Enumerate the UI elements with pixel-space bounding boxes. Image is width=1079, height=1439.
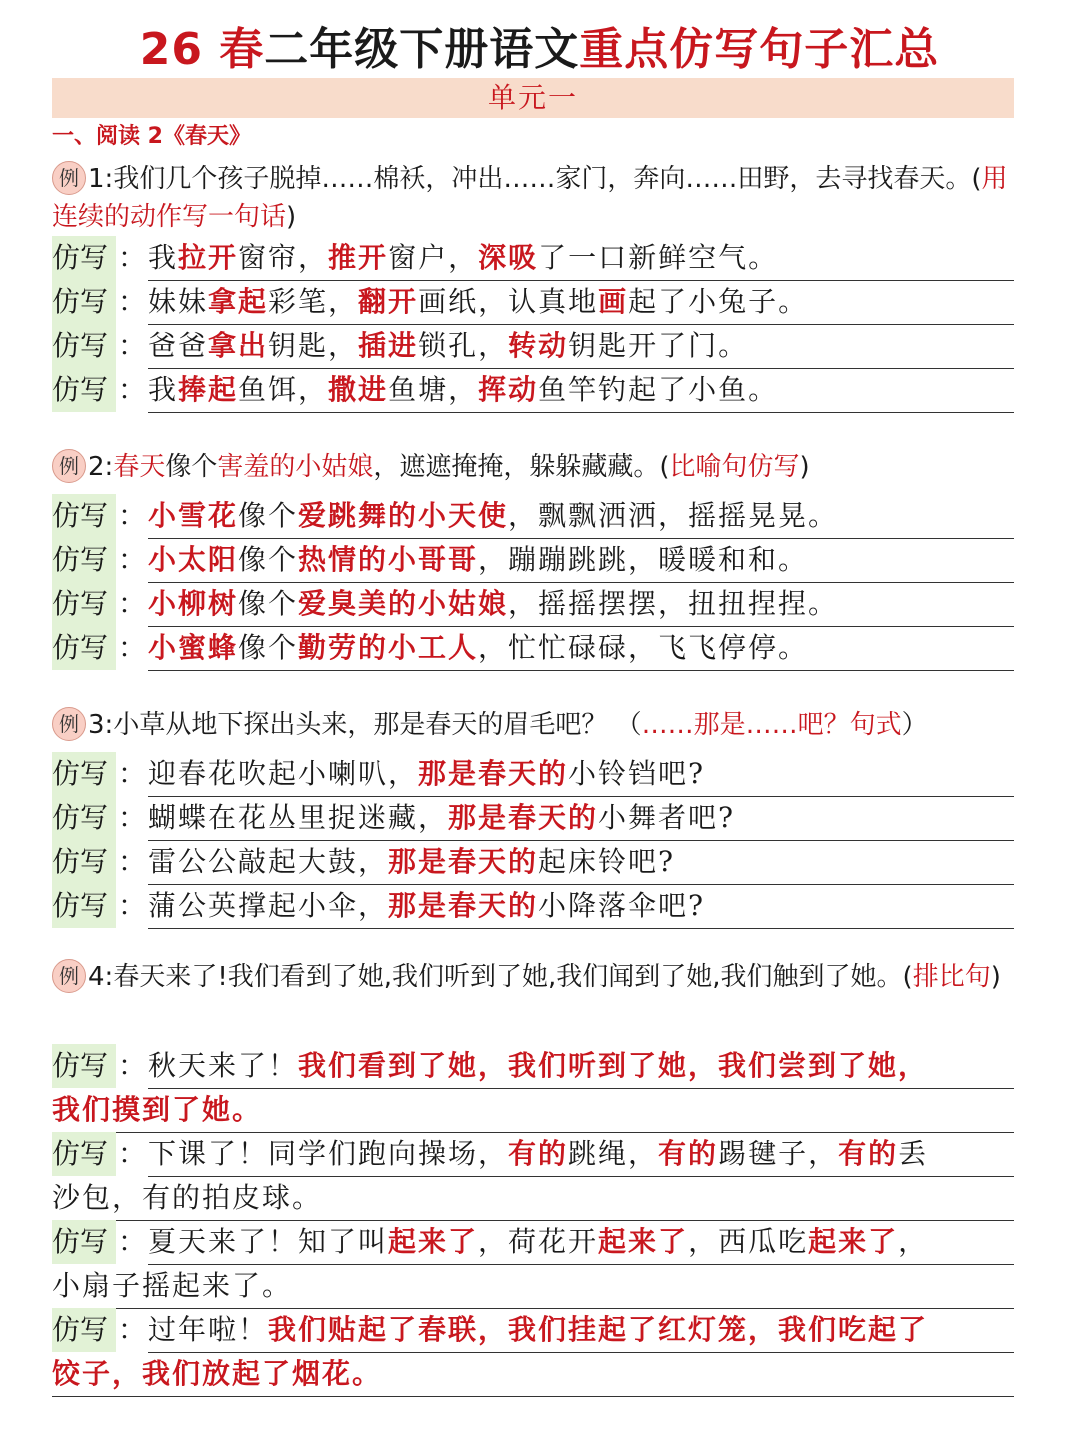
example-badge: 例 (52, 161, 86, 195)
rewrite-line-2 (52, 1176, 1014, 1221)
plain-text: 钥匙开了门。 (568, 329, 749, 362)
plain-text: ，遮遮掩掩，躲躲藏藏。( (373, 452, 670, 482)
rewrite-label: 仿写 (52, 626, 116, 670)
highlight-text: 饺子，我们放起了烟花。 (52, 1357, 383, 1390)
title-topic: 重点仿写句子汇总 (579, 24, 940, 75)
plain-text: 小扇子摇起来了。 (52, 1269, 293, 1302)
highlight-text: 插进 (358, 329, 419, 362)
rewrite-label: 仿写 (52, 1308, 116, 1352)
plain-text: 下课了！同学们跑向操场， (148, 1137, 509, 1170)
example-close: ) (286, 202, 297, 232)
rewrite-sentence (148, 752, 1014, 797)
rewrite-row (52, 280, 1014, 324)
rewrite-label: 仿写 (52, 796, 116, 840)
highlight-text: 深吸 (478, 241, 539, 274)
highlight-text: 我们贴起了春联，我们挂起了红灯笼，我们吃起了 (268, 1313, 929, 1346)
rewrite-label: 仿写 (52, 1220, 116, 1264)
plain-text: 窗户， (388, 241, 479, 274)
plain-text: ) (799, 452, 810, 482)
rewrite-row (52, 368, 1014, 412)
rewrite-sentence (148, 280, 1014, 325)
highlight-text: 拿出 (208, 329, 269, 362)
plain-text: 彩笔， (268, 285, 359, 318)
rewrite-sentence (148, 796, 1014, 841)
title-grade: 二年级下册语文 (264, 24, 580, 75)
plain-text: 像个 (238, 499, 299, 532)
rewrite-line-1 (52, 1308, 1014, 1352)
rewrite-label: 仿写 (52, 494, 116, 538)
highlight-text: 爱跳舞的小天使 (298, 499, 509, 532)
title-year: 26 春 (139, 24, 265, 75)
plain-text: ，荷花开 (478, 1225, 599, 1258)
example-2 (52, 448, 1012, 486)
example-number: 4: (88, 962, 114, 992)
highlight-text: 小太阳 (148, 543, 239, 576)
rewrite-sentence (148, 1044, 1014, 1089)
label-colon: ： (118, 1313, 147, 1346)
label-colon: ： (118, 329, 147, 362)
plain-text: 像个 (238, 631, 299, 664)
rewrite-sentence (148, 1132, 1014, 1177)
rewrite-sentence (148, 324, 1014, 369)
highlight-text: 拉开 (178, 241, 239, 274)
highlight-text: 排比句 (912, 962, 991, 992)
plain-text: ，忙忙碌碌，飞飞停停。 (478, 631, 809, 664)
plain-text: 小舞者吧? (598, 801, 736, 834)
plain-text: 窗帘， (238, 241, 329, 274)
highlight-text: 有的 (658, 1137, 719, 1170)
rewrite-row (52, 538, 1014, 582)
example-text (113, 962, 1001, 992)
plain-text: 像个 (238, 587, 299, 620)
label-colon: ： (118, 587, 147, 620)
rewrite-sentence (148, 582, 1014, 627)
label-colon: ： (118, 1137, 147, 1170)
plain-text: 画纸，认真地 (418, 285, 599, 318)
rewrite-label: 仿写 (52, 538, 116, 582)
plain-text: 鱼竿钓起了小鱼。 (538, 373, 779, 406)
plain-text: 鱼塘， (388, 373, 479, 406)
plain-text: ，西瓜吃 (688, 1225, 809, 1258)
highlight-text: 画 (598, 285, 629, 318)
plain-text: 钥匙， (268, 329, 359, 362)
plain-text: 鱼饵， (238, 373, 329, 406)
plain-text: 蒲公英撑起小伞， (148, 889, 389, 922)
plain-text: 妹妹 (148, 285, 209, 318)
highlight-text: 那是春天的 (418, 757, 569, 790)
rewrite-sentence (148, 1308, 1014, 1353)
highlight-text: 那是春天的 (388, 889, 539, 922)
highlight-text: ……那是……吧？句式 (641, 710, 902, 740)
example-text (113, 710, 927, 740)
rewrite-row (52, 752, 1014, 796)
rewrite-label: 仿写 (52, 324, 116, 368)
example-badge: 例 (52, 959, 86, 993)
highlight-text: 有的 (838, 1137, 899, 1170)
highlight-text: 勤劳的小工人 (298, 631, 479, 664)
rewrite-row (52, 1132, 1014, 1221)
rewrite-sentence (148, 538, 1014, 583)
rewrite-row (52, 236, 1014, 280)
plain-text: 我 (148, 241, 179, 274)
label-colon: ： (118, 631, 147, 664)
plain-text: 我 (148, 373, 179, 406)
unit-banner: 单元一 (52, 78, 1014, 118)
rewrite-label: 仿写 (52, 280, 116, 324)
highlight-text: 我们摸到了她。 (52, 1093, 263, 1126)
highlight-text: 撒进 (328, 373, 389, 406)
rewrite-row (52, 1220, 1014, 1309)
rewrite-label: 仿写 (52, 1044, 116, 1088)
highlight-text: 比喻句仿写 (669, 452, 800, 482)
rewrite-row (52, 840, 1014, 884)
plain-text: 过年啦！ (148, 1313, 269, 1346)
rewrite-line-2 (52, 1264, 1014, 1309)
plain-text: 像个 (238, 543, 299, 576)
plain-text: 小铃铛吧? (568, 757, 706, 790)
rewrite-label: 仿写 (52, 236, 116, 280)
example-1 (52, 160, 1012, 236)
rewrite-sentence (148, 368, 1014, 413)
highlight-text: 翻开 (358, 285, 419, 318)
label-colon: ： (118, 845, 147, 878)
example-badge: 例 (52, 449, 86, 483)
rewrite-sentence (148, 1220, 1014, 1265)
plain-text: 迎春花吹起小喇叭， (148, 757, 419, 790)
label-colon: ： (118, 1225, 147, 1258)
plain-text: 小草从地下探出头来，那是春天的眉毛吧？ （ (113, 710, 642, 740)
plain-text: 小降落伞吧? (538, 889, 706, 922)
plain-text: 起床铃吧? (538, 845, 676, 878)
plain-text: 沙包，有的拍皮球。 (52, 1181, 323, 1214)
label-colon: ： (118, 499, 147, 532)
highlight-text: 起来了 (808, 1225, 899, 1258)
plain-text: ，飘飘洒洒，摇摇晃晃。 (508, 499, 839, 532)
rewrite-row (52, 884, 1014, 928)
highlight-text: 有的 (508, 1137, 569, 1170)
label-colon: ： (118, 889, 147, 922)
example-4 (52, 958, 1012, 996)
rewrite-label: 仿写 (52, 752, 116, 796)
highlight-text: 我们看到了她，我们听到了她，我们尝到了她， (298, 1049, 929, 1082)
plain-text: 爸爸 (148, 329, 209, 362)
highlight-text: 起来了 (598, 1225, 689, 1258)
highlight-text: 热情的小哥哥 (298, 543, 479, 576)
rewrite-sentence (148, 626, 1014, 671)
label-colon: ： (118, 757, 147, 790)
example-number: 2: (88, 452, 114, 482)
label-colon: ： (118, 373, 147, 406)
example-3 (52, 706, 1012, 744)
plain-text: ） (901, 710, 928, 740)
plain-text: 像个 (165, 452, 218, 482)
label-colon: ： (118, 1049, 147, 1082)
plain-text: ， (898, 1225, 929, 1258)
plain-text: 跳绳， (568, 1137, 659, 1170)
label-colon: ： (118, 241, 147, 274)
rewrite-row (52, 324, 1014, 368)
label-colon: ： (118, 801, 147, 834)
rewrite-row (52, 582, 1014, 626)
rewrite-line-1 (52, 1044, 1014, 1088)
plain-text: 夏天来了！知了叫 (148, 1225, 389, 1258)
rewrite-row (52, 1044, 1014, 1133)
rewrite-label: 仿写 (52, 582, 116, 626)
rewrite-sentence (148, 884, 1014, 929)
plain-text: 春天来了!我们看到了她,我们听到了她,我们闻到了她,我们触到了她。( (113, 962, 913, 992)
plain-text: ，摇摇摆摆，扭扭捏捏。 (508, 587, 839, 620)
highlight-text: 爱臭美的小姑娘 (298, 587, 509, 620)
rewrite-label: 仿写 (52, 1132, 116, 1176)
page-title (0, 22, 1079, 78)
highlight-text: 小雪花 (148, 499, 239, 532)
section-heading: 一、阅读 2《春天》 (52, 124, 251, 149)
highlight-text: 挥动 (478, 373, 539, 406)
highlight-text: 起来了 (388, 1225, 479, 1258)
rewrite-line-2 (52, 1352, 1014, 1397)
highlight-text: 拿起 (208, 285, 269, 318)
rewrite-sentence (148, 840, 1014, 885)
plain-text: 丢 (898, 1137, 929, 1170)
rewrite-line-1 (52, 1132, 1014, 1176)
highlight-text: 小蜜蜂 (148, 631, 239, 664)
plain-text: 起了小兔子。 (628, 285, 809, 318)
plain-text: 蝴蝶在花丛里捉迷藏， (148, 801, 449, 834)
plain-text: 锁孔， (418, 329, 509, 362)
highlight-text: 春天 (113, 452, 166, 482)
highlight-text: 捧起 (178, 373, 239, 406)
example-number: 3: (88, 710, 114, 740)
highlight-text: 那是春天的 (448, 801, 599, 834)
plain-text: ，蹦蹦跳跳，暖暖和和。 (478, 543, 809, 576)
example-text: 我们几个孩子脱掉……棉袄，冲出……家门，奔向……田野，去寻找春天。( (113, 164, 982, 194)
rewrite-row (52, 1308, 1014, 1397)
rewrite-row (52, 494, 1014, 538)
highlight-text: 那是春天的 (388, 845, 539, 878)
example-text (113, 452, 809, 482)
label-colon: ： (118, 543, 147, 576)
rewrite-label: 仿写 (52, 884, 116, 928)
rewrite-label: 仿写 (52, 840, 116, 884)
plain-text: 踢毽子， (718, 1137, 839, 1170)
rewrite-row (52, 796, 1014, 840)
highlight-text: 推开 (328, 241, 389, 274)
rewrite-row (52, 626, 1014, 670)
example-number: 1: (88, 164, 114, 194)
rewrite-sentence (148, 494, 1014, 539)
rewrite-label: 仿写 (52, 368, 116, 412)
plain-text: 了一口新鲜空气。 (538, 241, 779, 274)
highlight-text: 转动 (508, 329, 569, 362)
rewrite-sentence (148, 236, 1014, 281)
rewrite-line-1 (52, 1220, 1014, 1264)
highlight-text: 小柳树 (148, 587, 239, 620)
label-colon: ： (118, 285, 147, 318)
rewrite-line-2 (52, 1088, 1014, 1133)
example-hint: 用连续的动作写一句话 (52, 164, 1008, 232)
example-badge: 例 (52, 707, 86, 741)
plain-text: 秋天来了！ (148, 1049, 299, 1082)
plain-text: 雷公公敲起大鼓， (148, 845, 389, 878)
plain-text: ) (990, 962, 1001, 992)
highlight-text: 害羞的小姑娘 (217, 452, 374, 482)
